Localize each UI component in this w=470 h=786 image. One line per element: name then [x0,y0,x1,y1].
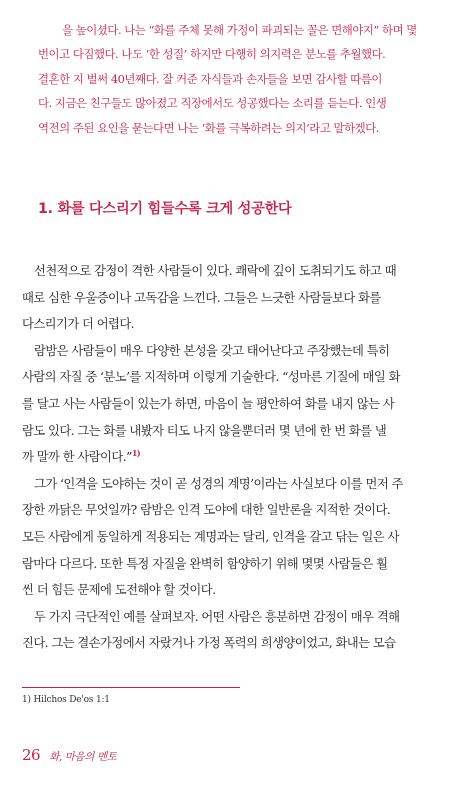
text-line: 선천적으로 감정이 격한 사람들이 있다. 쾌락에 깊이 도취되기도 하고 때 [34,264,397,278]
text-line: 진다. 그는 결손가정에서 자랐거나 가정 폭력의 희생양이었고, 화내는 모습 [22,636,396,651]
text-line: 모든 사람에게 동일하게 적용되는 계명과는 달리, 인격을 갈고 닦는 일은 사 [22,529,399,544]
text-line: 람마다 다르다. 또한 특정 자질을 완벽히 함양하기 위해 몇몇 사람들은 훨 [22,556,388,571]
footnote-divider [22,687,240,688]
section-heading: 1. 화를 다스리기 힘들수록 크게 성공한다 [38,201,292,217]
paragraph-1 [22,258,452,338]
text-line: 씬 더 힘든 문제에 도전해야 할 것이다. [22,583,216,598]
paragraph-2 [22,338,452,471]
text-line: 람밤은 사람들이 매우 다양한 본성을 갖고 태어난다고 주장했는데 특히 [34,343,390,358]
text-line: 장한 까닭은 무엇일까? 람밤은 인격 도야에 대한 일반론을 지적한 것이다. [22,503,391,518]
footnote-reference[interactable]: 1) [131,448,141,459]
text-line: 람도 있다. 그는 화를 내봤자 티도 나지 않을뿐더러 몇 년에 한 번 화를 낼 [22,423,387,438]
intro-line: 을 높이셨다. 나는 “화를 주체 못해 가정이 파괴되는 꼴은 면해야지” 하며 몇 [62,23,417,37]
text-line: 때로 심한 우울증이나 고독감을 느낀다. 그들은 느긋한 사람들보다 화를 [22,290,381,305]
intro-line: 다. 지금은 친구들도 많아졌고 직장에서도 성공했다는 소리를 듣는다. 인생 [38,96,387,111]
footnote: 1) Hilchos De'os 1:1 [22,695,110,705]
paragraph-3 [22,471,452,604]
paragraph-4 [22,604,452,657]
body-text [22,258,452,657]
intro-line: 역전의 주된 요인을 묻는다면 나는 ‘화를 극복하려는 의지’라고 말하겠다. [38,120,379,135]
text-line: 사람의 자질 중 ‘분노’를 지적하며 이렇게 기술한다. “성마른 기질에 매일 화 [22,370,400,385]
text-line: 다스리기가 더 어렵다. [22,317,135,332]
intro-line: 결혼한 지 벌써 40년째다. 잘 커준 자식들과 손자들을 보면 감사할 따름이 [38,71,382,86]
intro-quote-block [38,18,452,140]
intro-line: 번이고 다짐했다. 나도 ‘한 성질’ 하지만 다행히 의지력은 분노를 추월했다. [38,47,386,62]
text-line: 를 달고 사는 사람들이 있는가 하면, 마음이 늘 평안하여 화를 내지 않는 사 [22,396,395,411]
text-line: 두 가지 극단적인 예를 살펴보자. 어떤 사람은 흥분하면 감정이 매우 격해 [34,609,400,624]
text-line: 그가 ‘인격을 도야하는 것이 곧 성경의 계명’이라는 사실보다 이를 먼저 주 [34,476,403,491]
text-line-with-footnote [22,444,452,471]
page-footer [22,745,116,764]
text-fragment: 까 말까 한 사람이다.” [22,450,132,465]
running-title: 화, 마음의 멘토 [49,751,117,763]
page-number: 26 [22,746,41,764]
